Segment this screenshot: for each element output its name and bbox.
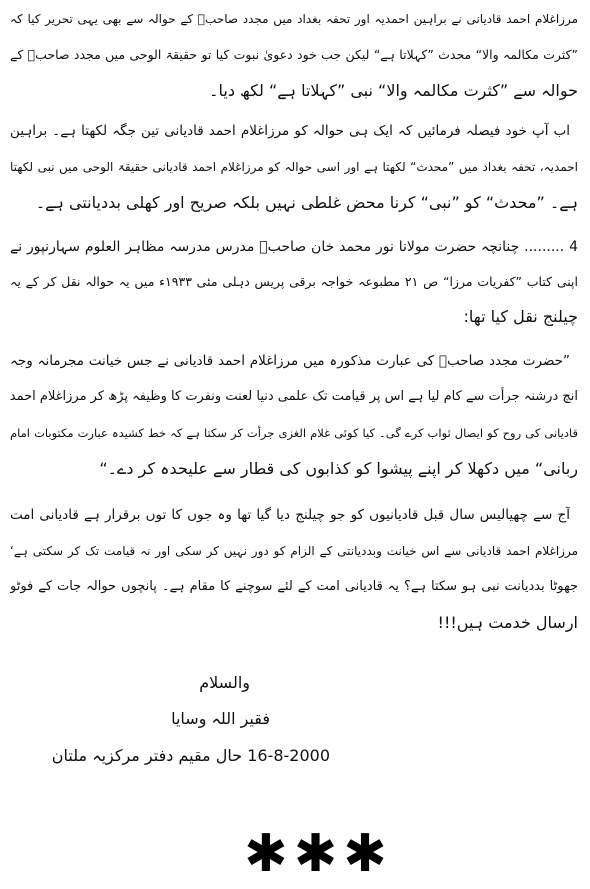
paragraph-3-line-3: چیلنج نقل کیا تھا: [463, 307, 578, 326]
quote-line-2: انچ درشنہ جرأت سے کام لیا ہے اس پر قیامت تک علمی دنیا لعنت ونفرت کا وظیفہ پڑھ کر مرزاغلام احمد [10, 389, 578, 404]
paragraph-5-line-4: ارسال خدمت ہیں!!! [437, 613, 578, 632]
paragraph-5-line-1: آج سے چھیالیس سال قبل قادیانیوں کو جو چیلنج دیا گیا تھا وہ جوں کا توں برقرار ہے قادیانی امت [10, 507, 570, 523]
paragraph-3-line-1: 4 ......... چنانچہ حضرت مولانا نور محمد خان صاحبؒ مدرس مدرسہ مظاہر العلوم سہارنپور نے [10, 239, 578, 255]
asterisk-ornament: ✱✱✱ [244, 824, 393, 884]
paragraph-2-line-3: ہے۔ ”محدث“ کو ”نبی“ کرنا محض غلطی نہیں بلکہ صریح اور کھلی بددیانتی ہے۔ [35, 193, 578, 212]
quote-line-3: قادیانی کی روح کو ایصال ثواب کرے گی۔ کیا کوئی غلام الغزی جرأت کر سکتا ہے کہ خط کشیدہ عبارت مکتوبات امام [10, 426, 578, 440]
paragraph-2-line-2: احمدیہ، تحفہ بغداد میں ”محدث“ لکھتا ہے اور اسی حوالہ کو مرزاغلام احمد قادیانی حقیقۃ الوحی میں نبی لکھتا [10, 160, 578, 174]
date-and-place: 16-8-2000 حال مقیم دفتر مرکزیہ ملتان [51, 746, 330, 765]
quote-line-4: ربانی“ میں دکھلا کر اپنے پیشوا کو کذابوں کی قطار سے علیحدہ کر دے۔“ [99, 459, 578, 478]
quote-line-1: ”حضرت مجدد صاحبؒ کی عبارت مذکورہ میں مرزاغلام احمد قادیانی نے جس خیانت مجرمانہ وجہ [10, 353, 570, 369]
paragraph-5-line-3: جھوٹا بددیانت نبی ہو سکتا ہے؟ یہ قادیانی امت کے لئے سوچنے کا مقام ہے۔ پانچوں حوالہ جات کے فوٹو [10, 579, 578, 594]
paragraph-2-line-1: اب آپ خود فیصلہ فرمائیں کہ ایک ہی حوالہ کو مرزاغلام احمد قادیانی تین جگہ لکھتا ہے۔ براہین [10, 123, 570, 139]
signature-name: فقیر اللہ وسایا [171, 709, 270, 728]
salutation: والسلام [199, 673, 250, 692]
paragraph-1-line-3: حوالہ سے ”کثرت مکالمہ والا“ نبی ”کہلاتا ہے“ لکھ دیا۔ [209, 81, 578, 100]
paragraph-3-line-2: اپنی کتاب ”کفریات مرزا“ ص ۲۱ مطبوعہ خواجہ برقی پریس دہلی مئی ۱۹۳۳ء میں یہ حوالہ نقل کر کے یہ [10, 274, 578, 289]
paragraph-5-line-2: مرزاغلام احمد قادیانی سے اس خیانت وبددیانتی کے الزام کو دور نہیں کر سکی اور نہ قیامت تک کر سکتی ہے‘ [10, 544, 578, 558]
paragraph-1-line-1: مرزاغلام احمد قادیانی نے براہین احمدیہ اور تحفہ بغداد میں مجدد صاحبؒ کے حوالہ سے بھی یہی تحریر کیا کہ [10, 12, 578, 26]
paragraph-1-line-2: ”کثرت مکالمہ والا“ محدث ”کہلاتا ہے“ لیکن جب خود دعویٰ نبوت کیا تو حقیقۃ الوحی میں مجدد صاحبؒ کے [10, 47, 578, 62]
